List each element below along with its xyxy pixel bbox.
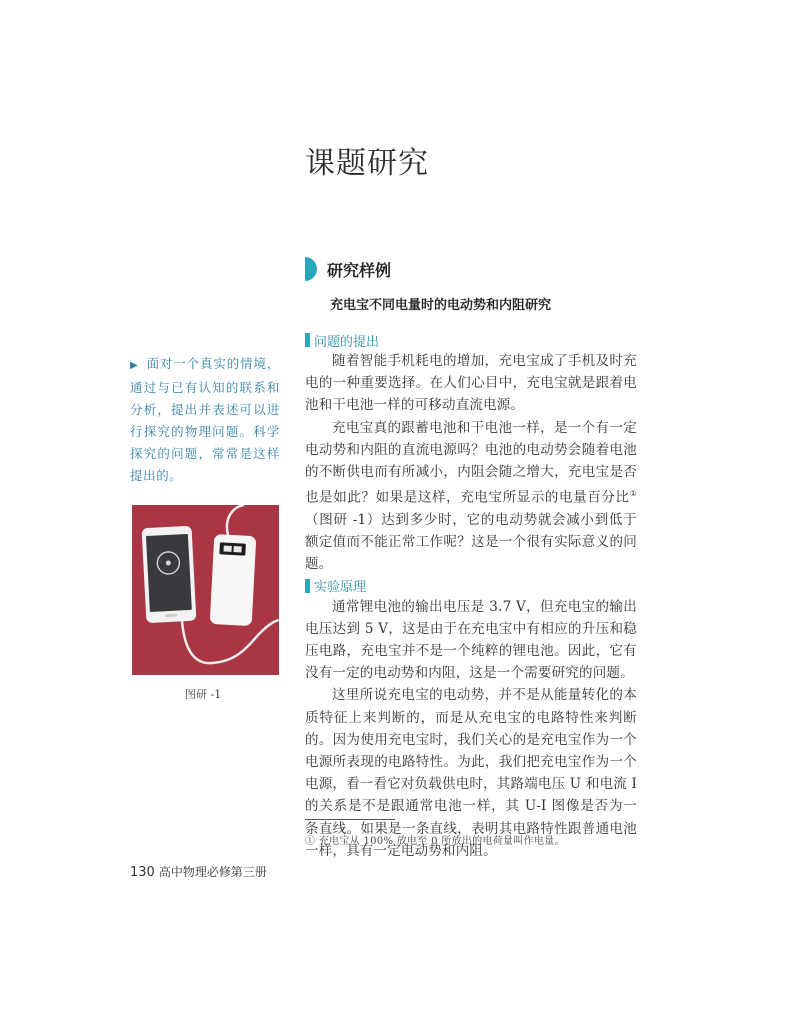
section-marker-icon bbox=[305, 257, 317, 281]
subhead-question bbox=[305, 330, 637, 350]
paragraph-4: 这里所说充电宝的电动势，并不是从能量转化的本质特征上来判断的，而是从充电宝的电路特性来判断的。因为使用充电宝时，我们关心的是充电宝作为一个电源所表现的电路特性。为此，我们把充电宝作为一个电源，看一看它对负载供电时，其路端电压 U 和电流 I 的关系是不是跟通常电池一样，其 U-I 图像是否为一条直线。如果是一条直线，表明其电路特性跟普通电池一样，具有一定电动势和内阻。 bbox=[305, 687, 637, 859]
book-title: 高中物理必修第三册 bbox=[158, 865, 267, 879]
section-heading bbox=[305, 256, 391, 282]
page-number: 130 bbox=[130, 865, 155, 880]
main-text bbox=[305, 330, 637, 862]
figure-caption: 图研 -1 bbox=[185, 688, 222, 701]
paragraph-2-part-1: 充电宝真的跟蓄电池和干电池一样，是一个有一定电动势和内阻的直流电源吗？电池的电动势会随着电池的不断供电而有所减小，内阻会随之增大，充电宝是否也是如此？如果是这样，充电宝所显示的电量百分比 bbox=[305, 419, 637, 506]
paragraph-2-part-2: （图研 -1）达到多少时，它的电动势就会减小到低于额定值而不能正常工作呢？这是一个很有实际意义的问题。 bbox=[305, 511, 637, 573]
subhead-principle bbox=[305, 576, 637, 596]
sidenote bbox=[130, 353, 280, 487]
subhead-marker-icon bbox=[305, 579, 310, 593]
paragraph-3: 通常锂电池的输出电压是 3.7 V，但充电宝的输出电压达到 5 V，这是由于在充电宝中有相应的升压和稳压电路，充电宝并不是一个纯粹的锂电池。因此，它有没有一定的电动势和内阻，这是一个需要研究的问题。 bbox=[305, 598, 637, 682]
subhead-marker-icon bbox=[305, 333, 310, 347]
footnote: ① 充电宝从 100% 放电至 0 所放出的电荷量叫作电量。 bbox=[305, 836, 565, 847]
paragraph-2 bbox=[305, 417, 637, 576]
footnote-divider bbox=[305, 819, 395, 820]
chapter-title: 课题研究 bbox=[305, 146, 429, 181]
page-footer bbox=[130, 863, 267, 880]
subhead-question-label: 问题的提出 bbox=[314, 334, 380, 350]
triangle-right-icon: ▶ bbox=[130, 360, 139, 371]
figure-photo bbox=[132, 505, 279, 675]
sidenote-text: 面对一个真实的情境，通过与已有认知的联系和分析，提出并表述可以进行探究的物理问题。科学探究的问题，常常是这样提出的。 bbox=[130, 356, 280, 483]
paragraph-1: 随着智能手机耗电的增加，充电宝成了手机及时充电的一种重要选择。在人们心目中，充电宝就是跟着电池和干电池一样的可移动直流电源。 bbox=[305, 353, 637, 414]
subhead-principle-label: 实验原理 bbox=[314, 580, 367, 596]
section-title: 研究样例 bbox=[327, 260, 392, 280]
study-title: 充电宝不同电量时的电动势和内阻研究 bbox=[330, 298, 552, 313]
phone-and-power-bank-image bbox=[132, 505, 279, 675]
footnote-reference: ① bbox=[629, 489, 637, 499]
